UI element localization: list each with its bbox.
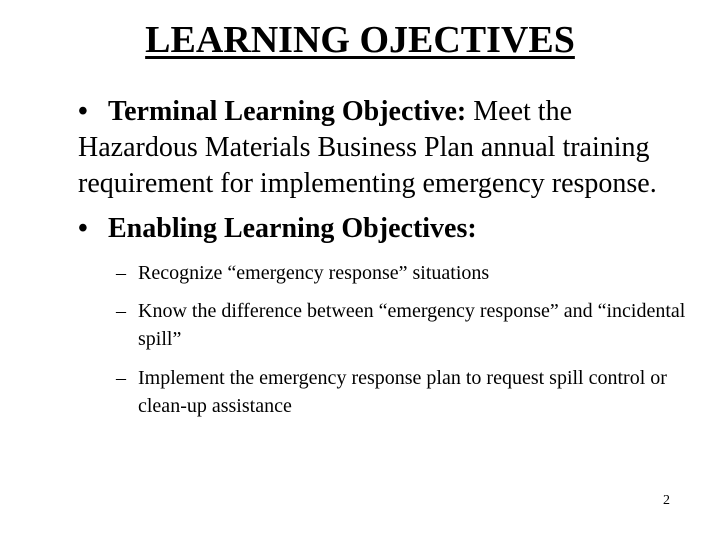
- sub-item-marker: –: [116, 300, 126, 322]
- sub-item-text: Know the difference between “emergency response” and “incidental spill”: [138, 300, 686, 350]
- bullet-terminal-objective: [78, 94, 678, 202]
- bullet-text: [78, 94, 678, 202]
- bullet-label: Terminal Learning Objective:: [108, 96, 467, 127]
- sub-item-marker: –: [116, 367, 126, 389]
- page-number: 2: [663, 493, 670, 508]
- sub-item-know-difference: [116, 297, 696, 353]
- sub-item-text: Implement the emergency response plan to request spill control or clean-up assistance: [138, 367, 667, 417]
- bullet-label: Enabling Learning Objectives:: [108, 213, 477, 244]
- sub-item-text: Recognize “emergency response” situations: [138, 262, 490, 284]
- bullet-marker: •: [78, 213, 88, 244]
- slide-title: [0, 14, 720, 66]
- slide-title-text: LEARNING OJECTIVES: [145, 19, 575, 61]
- bullet-enabling-objectives: [78, 211, 678, 247]
- sub-item-marker: –: [116, 262, 126, 284]
- bullet-text-first: Meet the: [466, 96, 573, 127]
- bullet-marker: •: [78, 96, 88, 127]
- bullet-text-rest: Hazardous Materials Business Plan annual training requirement for implementing emergency response.: [78, 132, 657, 199]
- sub-item-recognize: [116, 259, 696, 287]
- sub-item-implement: [116, 364, 696, 420]
